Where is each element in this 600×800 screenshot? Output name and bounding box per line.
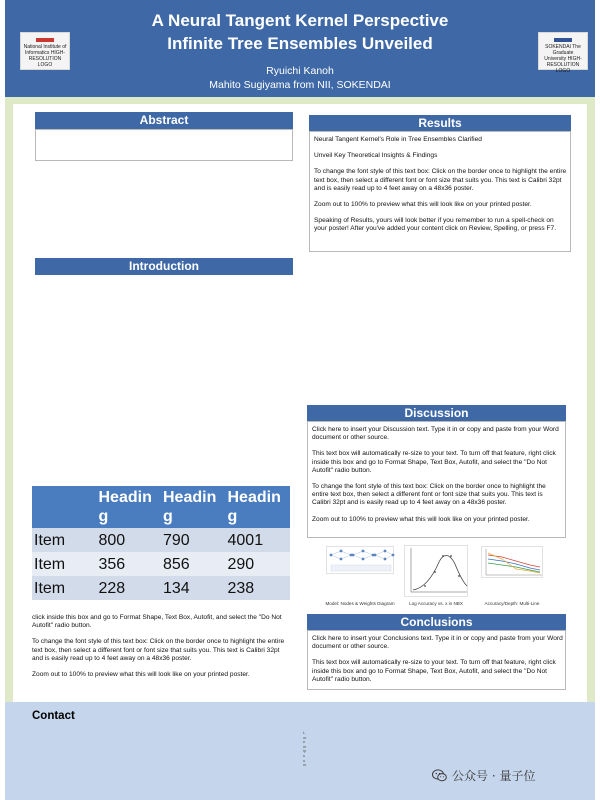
discussion-text-box[interactable] bbox=[307, 421, 566, 538]
right-accent-border bbox=[587, 97, 595, 702]
poster-footer bbox=[5, 702, 595, 800]
poster-title-line-1: A Neural Tangent Kernel Perspective bbox=[151, 11, 449, 30]
discussion-paragraph: Click here to insert your Discussion text. Type it in or copy and paste from your Word document or other source. bbox=[312, 426, 559, 442]
poster-header bbox=[5, 0, 595, 97]
results-paragraph: Unveil Key Theoretical Insights & Findings bbox=[314, 152, 438, 160]
table-cell: Item bbox=[32, 576, 97, 600]
watermark-text: 公众号 · 量子位 bbox=[452, 769, 536, 783]
discussion-heading: Discussion bbox=[307, 405, 566, 422]
data-table bbox=[32, 486, 290, 600]
results-heading: Results bbox=[309, 115, 571, 132]
conclusions-text-box[interactable] bbox=[307, 630, 566, 690]
accent-stripe bbox=[5, 97, 595, 104]
table-row bbox=[32, 552, 290, 576]
left-paragraph: To change the font style of this text box: Click on the border once to highlight the entire text box, then select a different font or font size that suits you. This text is Calibri 32pt and is easily read up to 4 feet away on a 48x36 poster. bbox=[32, 638, 285, 662]
left-paragraph: click inside this box and go to Format Shape, Text Box, Autofit, and select the "Do Not Autofit" radio button. bbox=[32, 614, 282, 630]
abstract-text-box[interactable] bbox=[35, 129, 293, 161]
discussion-paragraph: This text box will automatically re-size to your text. To turn off that feature, right click inside this box and go to Format Shape, Text Box, Autofit, and select the "Do Not Autofit" radio button. bbox=[312, 450, 556, 474]
table-header-row bbox=[32, 486, 290, 528]
table-cell: Item bbox=[32, 552, 97, 576]
author-affiliation: Mahito Sugiyama from NII, SOKENDAI bbox=[209, 79, 391, 91]
left-accent-border bbox=[5, 97, 13, 702]
figure-caption: Model: Nodes & Weights Diagram bbox=[325, 601, 395, 606]
table-cell: Item bbox=[32, 528, 97, 552]
figure-nodes-weights bbox=[326, 546, 394, 574]
table-cell: 856 bbox=[161, 552, 226, 576]
logo-left-text: National Institute of Informatics HIGH-RESOLUTION LOGO bbox=[23, 44, 67, 68]
logo-mark-icon bbox=[554, 38, 572, 42]
discussion-paragraph: To change the font style of this text box: Click on the border once to highlight the entire text box, then select a different font or font size that suits you. This text is Calibri 32pt and is easily read up to 4 feet away on a 48x36 poster. bbox=[312, 483, 546, 507]
author-name: Ryuichi Kanoh bbox=[266, 65, 334, 77]
results-paragraph: To change the font style of this text box: Click on the border once to highlight the entire text box, then select a different font or font size that suits you. This text is Calibri 32pt and is easily read up to 4 feet away on a 48x36 poster. bbox=[314, 168, 567, 192]
table-cell: 238 bbox=[226, 576, 291, 600]
table-cell: 790 bbox=[161, 528, 226, 552]
table-cell: 4001 bbox=[226, 528, 291, 552]
results-paragraph: Speaking of Results, yours will look better if you remember to run a spell-check on your poster! After you've added your content click on Review, Spelling, or press F7. bbox=[314, 217, 557, 233]
wechat-watermark bbox=[432, 767, 535, 784]
table-row bbox=[32, 576, 290, 600]
figure-accuracy-depth bbox=[481, 546, 543, 578]
results-paragraph: Zoom out to 100% to preview what this will look like on your printed poster. bbox=[314, 201, 532, 209]
multi-line-plot-icon bbox=[482, 547, 544, 579]
discussion-paragraph: Zoom out to 100% to preview what this will look like on your printed poster. bbox=[312, 515, 530, 523]
table-header-cell: Heading bbox=[161, 486, 226, 528]
contact-heading: Contact bbox=[32, 710, 75, 722]
table-cell: 134 bbox=[161, 576, 226, 600]
results-text-box[interactable] bbox=[309, 131, 571, 252]
conclusions-paragraph: Click here to insert your Conclusions text. Type it in or copy and paste from your Word document or other source. bbox=[312, 635, 563, 651]
table-cell: 228 bbox=[97, 576, 162, 600]
conclusions-heading: Conclusions bbox=[307, 614, 566, 631]
figure-caption: Log Accuracy vs. x in NBX bbox=[409, 601, 463, 606]
table-header-cell: Heading bbox=[226, 486, 291, 528]
table-cell: 356 bbox=[97, 552, 162, 576]
results-paragraph: Neural Tangent Kernel's Role in Tree Ensembles Clarified bbox=[314, 136, 482, 143]
table-cell: 800 bbox=[97, 528, 162, 552]
logo-mark-icon bbox=[36, 38, 54, 42]
left-paragraph: Zoom out to 100% to preview what this will look like on your printed poster. bbox=[32, 671, 250, 679]
conclusions-paragraph: This text box will automatically re-size to your text. To turn off that feature, right click inside this box and go to Format Shape, Text Box, Autofit, and select the "Do Not Autofit" radio button. bbox=[312, 659, 556, 683]
vertical-caption: Lorem ipsum bbox=[303, 730, 307, 768]
network-diagram-icon bbox=[327, 547, 395, 575]
poster-title-line-2: Infinite Tree Ensembles Unveiled bbox=[167, 34, 433, 53]
figure-log-accuracy bbox=[404, 545, 468, 597]
figure-caption: Accuracy/Depth: Multi-Line bbox=[484, 601, 540, 606]
sokendai-logo bbox=[538, 32, 588, 74]
table-header-cell bbox=[32, 486, 97, 528]
line-plot-icon bbox=[405, 546, 469, 598]
left-text-box[interactable] bbox=[32, 614, 290, 687]
abstract-heading: Abstract bbox=[35, 112, 293, 129]
table-cell: 290 bbox=[226, 552, 291, 576]
table-header-cell: Heading bbox=[97, 486, 162, 528]
logo-right-text: SOKENDAI The Graduate University HIGH-RESOLUTION LOGO bbox=[544, 44, 582, 74]
nii-logo bbox=[20, 32, 70, 70]
wechat-icon bbox=[432, 769, 447, 782]
table-row bbox=[32, 528, 290, 552]
introduction-heading: Introduction bbox=[35, 258, 293, 275]
